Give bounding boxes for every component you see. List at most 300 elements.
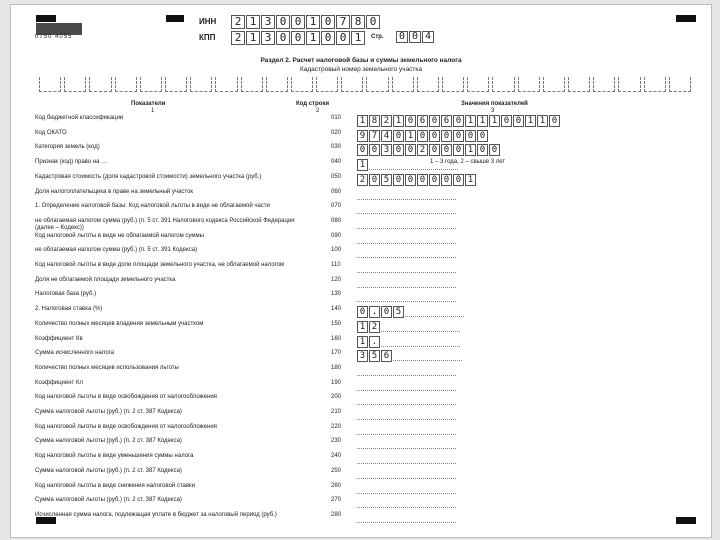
value-cell bbox=[367, 262, 376, 273]
value-cell bbox=[357, 189, 366, 200]
value-cell bbox=[357, 203, 366, 214]
value-cell bbox=[377, 277, 386, 288]
value-cell bbox=[407, 468, 416, 479]
value-cell bbox=[437, 189, 446, 200]
value-cell bbox=[379, 159, 388, 170]
value-cell bbox=[417, 483, 426, 494]
row-value-field[interactable] bbox=[357, 424, 457, 435]
value-cell bbox=[377, 365, 386, 376]
kpp-field[interactable] bbox=[231, 31, 366, 45]
row-label: Признак (код) право на … bbox=[35, 159, 108, 166]
cadastral-cell bbox=[241, 77, 263, 92]
inn-digit: 1 bbox=[306, 15, 320, 29]
value-cell bbox=[407, 453, 416, 464]
value-cell bbox=[443, 350, 452, 361]
row-value-field[interactable] bbox=[357, 321, 461, 333]
value-cell bbox=[419, 159, 428, 170]
value-cell bbox=[407, 247, 416, 258]
row-value-field[interactable] bbox=[357, 233, 457, 244]
corner-marker-top-mid bbox=[166, 15, 184, 22]
page-number-field[interactable] bbox=[396, 31, 435, 43]
cadastral-cell bbox=[89, 77, 111, 92]
value-cell bbox=[407, 203, 416, 214]
row-value-field[interactable] bbox=[357, 115, 561, 127]
value-cell bbox=[397, 453, 406, 464]
value-cell bbox=[407, 218, 416, 229]
row-label: Кадастровая стоимость (доля кадастровой стоимости) земельного участка (руб.) bbox=[35, 173, 262, 180]
cadastral-cell bbox=[215, 77, 237, 92]
value-cell bbox=[431, 336, 440, 347]
value-cell bbox=[397, 291, 406, 302]
cadastral-cell bbox=[115, 77, 137, 92]
value-cell: 0 bbox=[393, 174, 404, 186]
value-cell bbox=[367, 277, 376, 288]
value-cell bbox=[377, 233, 386, 244]
row-value-field[interactable] bbox=[357, 130, 489, 142]
form-page bbox=[10, 4, 712, 538]
value-cell bbox=[447, 424, 456, 435]
value-cell: . bbox=[369, 306, 380, 318]
value-cell: 2 bbox=[369, 321, 380, 333]
value-cell bbox=[435, 306, 444, 317]
value-cell bbox=[447, 497, 456, 508]
value-cell bbox=[437, 218, 446, 229]
value-cell: 0 bbox=[513, 115, 524, 127]
value-cell bbox=[427, 262, 436, 273]
kpp-digit: 0 bbox=[291, 31, 305, 45]
value-cell bbox=[389, 159, 398, 170]
value-cell bbox=[387, 291, 396, 302]
value-cell: 0 bbox=[453, 115, 464, 127]
cadastral-cell bbox=[366, 77, 388, 92]
value-cell: 0 bbox=[417, 174, 428, 186]
value-cell bbox=[367, 512, 376, 523]
value-cell bbox=[357, 512, 366, 523]
row-value-field[interactable] bbox=[357, 350, 463, 362]
row-line-code: 070 bbox=[331, 203, 342, 210]
row-value-field[interactable] bbox=[357, 247, 457, 258]
value-cell: 0 bbox=[441, 174, 452, 186]
value-cell: 0 bbox=[357, 306, 368, 318]
value-cell bbox=[393, 350, 402, 361]
value-cell bbox=[453, 350, 462, 361]
value-cell bbox=[397, 380, 406, 391]
row-line-code: 200 bbox=[331, 394, 342, 401]
kpp-digit: 0 bbox=[336, 31, 350, 45]
value-cell: 1 bbox=[465, 115, 476, 127]
value-cell bbox=[377, 424, 386, 435]
row-value-field[interactable] bbox=[357, 438, 457, 449]
value-cell bbox=[427, 291, 436, 302]
value-cell bbox=[417, 497, 426, 508]
value-cell bbox=[447, 483, 456, 494]
value-cell bbox=[417, 453, 426, 464]
value-cell bbox=[427, 438, 436, 449]
value-cell: 7 bbox=[369, 130, 380, 142]
row-label: Количество полных месяцев использования льготы bbox=[35, 364, 179, 371]
value-cell bbox=[387, 247, 396, 258]
value-cell: 6 bbox=[417, 115, 428, 127]
row-line-code: 120 bbox=[331, 276, 342, 283]
value-cell: 1 bbox=[537, 115, 548, 127]
value-cell bbox=[407, 380, 416, 391]
column-header-line-code: Код строки bbox=[296, 101, 330, 107]
value-cell bbox=[437, 497, 446, 508]
value-cell bbox=[397, 394, 406, 405]
cadastral-cell bbox=[190, 77, 212, 92]
row-label: Код налоговой льготы в виде уменьшения суммы налога bbox=[35, 453, 194, 460]
value-cell: 0 bbox=[453, 144, 464, 156]
value-cell bbox=[401, 336, 410, 347]
value-cell bbox=[425, 306, 434, 317]
row-value-field[interactable] bbox=[357, 218, 457, 229]
value-cell bbox=[417, 424, 426, 435]
row-label: Код налоговой льготы в виде снижения налоговой ставки bbox=[35, 482, 196, 489]
value-cell: 1 bbox=[357, 115, 368, 127]
value-cell bbox=[407, 365, 416, 376]
section-subtitle: Кадастровый номер земельного участка bbox=[299, 66, 423, 73]
value-cell bbox=[367, 291, 376, 302]
column-number-1: 1 bbox=[151, 108, 155, 114]
value-cell bbox=[397, 233, 406, 244]
row-line-code: 020 bbox=[331, 129, 342, 136]
value-cell bbox=[437, 277, 446, 288]
value-cell: 8 bbox=[369, 115, 380, 127]
cadastral-cell bbox=[543, 77, 565, 92]
value-cell bbox=[387, 189, 396, 200]
column-header-indicator: Показатели bbox=[131, 101, 166, 107]
value-cell bbox=[451, 321, 460, 332]
value-cell bbox=[427, 189, 436, 200]
value-cell: 4 bbox=[381, 130, 392, 142]
value-cell bbox=[397, 409, 406, 420]
value-cell bbox=[417, 409, 426, 420]
value-cell bbox=[357, 424, 366, 435]
row-label: Коэффициент Кв bbox=[35, 335, 83, 342]
value-cell bbox=[447, 394, 456, 405]
cadastral-cell bbox=[618, 77, 640, 92]
value-cell: 6 bbox=[441, 115, 452, 127]
value-cell bbox=[417, 394, 426, 405]
value-cell bbox=[437, 468, 446, 479]
value-cell bbox=[367, 365, 376, 376]
row-value-field[interactable] bbox=[357, 365, 457, 376]
value-cell bbox=[437, 365, 446, 376]
row-value-field[interactable] bbox=[357, 336, 461, 348]
value-cell bbox=[447, 453, 456, 464]
value-cell bbox=[411, 321, 420, 332]
value-cell bbox=[447, 512, 456, 523]
row-line-code: 280 bbox=[331, 511, 342, 518]
value-cell bbox=[447, 189, 456, 200]
value-cell bbox=[423, 350, 432, 361]
column-header-value: Значения показателей bbox=[461, 101, 528, 107]
row-label: Коэффициент Кл bbox=[35, 379, 83, 386]
value-cell bbox=[437, 424, 446, 435]
value-cell bbox=[357, 497, 366, 508]
inn-digit: 8 bbox=[351, 15, 365, 29]
cadastral-cell bbox=[64, 77, 86, 92]
value-cell: 5 bbox=[381, 174, 392, 186]
row-line-code: 260 bbox=[331, 482, 342, 489]
value-cell bbox=[367, 247, 376, 258]
value-cell bbox=[387, 365, 396, 376]
inn-label: ИНН bbox=[199, 17, 217, 26]
value-cell bbox=[387, 277, 396, 288]
row-line-code: 210 bbox=[331, 409, 342, 415]
inn-field[interactable] bbox=[231, 15, 381, 29]
value-cell bbox=[357, 453, 366, 464]
row-value-field[interactable] bbox=[357, 174, 477, 186]
value-cell bbox=[367, 497, 376, 508]
value-cell bbox=[437, 512, 446, 523]
value-cell bbox=[357, 247, 366, 258]
value-cell bbox=[387, 262, 396, 273]
row-value-field[interactable] bbox=[357, 453, 457, 464]
value-cell bbox=[367, 380, 376, 391]
value-cell bbox=[377, 247, 386, 258]
value-cell: 0 bbox=[429, 115, 440, 127]
row-value-field[interactable] bbox=[357, 380, 457, 391]
value-cell: 0 bbox=[441, 144, 452, 156]
value-cell bbox=[427, 233, 436, 244]
value-cell bbox=[427, 365, 436, 376]
value-cell bbox=[397, 189, 406, 200]
value-cell: 0 bbox=[489, 144, 500, 156]
value-cell bbox=[417, 189, 426, 200]
row-line-code: 080 bbox=[331, 217, 342, 224]
row-label: Код налоговой льготы в виде освобождения от налогообложения bbox=[35, 423, 217, 430]
value-cell: 0 bbox=[429, 174, 440, 186]
value-cell bbox=[437, 203, 446, 214]
value-cell bbox=[397, 365, 406, 376]
row-line-code: 010 bbox=[331, 115, 342, 121]
row-label: Сумма исчисленного налога bbox=[35, 350, 115, 357]
row-value-field[interactable] bbox=[357, 203, 457, 214]
value-cell bbox=[367, 438, 376, 449]
cadastral-cell bbox=[644, 77, 666, 92]
value-cell bbox=[427, 247, 436, 258]
value-cell bbox=[397, 468, 406, 479]
kpp-digit: 1 bbox=[351, 31, 365, 45]
value-cell bbox=[407, 497, 416, 508]
value-cell bbox=[407, 233, 416, 244]
value-cell bbox=[427, 497, 436, 508]
value-cell: 0 bbox=[405, 144, 416, 156]
value-cell bbox=[387, 218, 396, 229]
value-cell bbox=[447, 247, 456, 258]
row-label: Сумма налоговой льготы (руб.) (п. 2 ст. 387 Кодекса) bbox=[35, 438, 182, 445]
value-cell bbox=[407, 438, 416, 449]
value-cell bbox=[397, 512, 406, 523]
value-cell bbox=[427, 468, 436, 479]
value-cell: 0 bbox=[369, 144, 380, 156]
value-cell: . bbox=[369, 336, 380, 348]
value-cell bbox=[431, 321, 440, 332]
value-cell bbox=[387, 380, 396, 391]
page-digit: 4 bbox=[422, 31, 434, 43]
row-label: Код бюджетной классификации bbox=[35, 115, 124, 121]
inn-digit: 1 bbox=[246, 15, 260, 29]
value-cell bbox=[397, 247, 406, 258]
value-cell bbox=[397, 483, 406, 494]
kpp-digit: 0 bbox=[321, 31, 335, 45]
value-cell: 2 bbox=[357, 174, 368, 186]
value-cell bbox=[417, 380, 426, 391]
inn-digit: 0 bbox=[321, 15, 335, 29]
value-cell bbox=[447, 438, 456, 449]
row-line-code: 140 bbox=[331, 306, 342, 313]
row-label: Исчисленная сумма налога, подлежащая уплате в бюджет за налоговый период (руб.) bbox=[35, 511, 277, 518]
value-cell bbox=[447, 233, 456, 244]
value-cell bbox=[437, 394, 446, 405]
row-label: Сумма налоговой льготы (руб.) (п. 2 ст. 387 Кодекса) bbox=[35, 467, 182, 474]
value-cell bbox=[417, 203, 426, 214]
value-cell: 0 bbox=[477, 144, 488, 156]
value-cell bbox=[377, 291, 386, 302]
cadastral-cell bbox=[467, 77, 489, 92]
value-cell bbox=[417, 218, 426, 229]
value-cell bbox=[387, 409, 396, 420]
row-value-field[interactable] bbox=[357, 497, 457, 508]
value-cell bbox=[427, 424, 436, 435]
row-value-field[interactable] bbox=[357, 291, 457, 302]
value-cell bbox=[437, 453, 446, 464]
value-cell: 6 bbox=[381, 350, 392, 362]
value-cell bbox=[357, 483, 366, 494]
value-cell bbox=[447, 468, 456, 479]
value-cell: 1 bbox=[357, 159, 368, 171]
row-line-code: 170 bbox=[331, 350, 342, 357]
cadastral-cell bbox=[417, 77, 439, 92]
row-line-code: 100 bbox=[331, 247, 342, 254]
row-value-field[interactable] bbox=[357, 144, 501, 156]
value-cell bbox=[417, 365, 426, 376]
cadastral-cell bbox=[568, 77, 590, 92]
cadastral-cell bbox=[291, 77, 313, 92]
page-digit: 0 bbox=[396, 31, 408, 43]
cadastral-number-field[interactable] bbox=[39, 77, 691, 93]
value-cell bbox=[427, 203, 436, 214]
value-cell bbox=[407, 189, 416, 200]
row-label: 2. Налоговая ставка (%) bbox=[35, 306, 103, 313]
inn-digit: 3 bbox=[261, 15, 275, 29]
value-cell bbox=[451, 336, 460, 347]
page-label: Стр. bbox=[371, 34, 384, 40]
value-cell bbox=[397, 218, 406, 229]
value-cell bbox=[447, 380, 456, 391]
cadastral-cell bbox=[39, 77, 61, 92]
value-cell bbox=[367, 468, 376, 479]
value-cell: 0 bbox=[417, 130, 428, 142]
value-cell bbox=[377, 394, 386, 405]
row-value-field[interactable] bbox=[357, 306, 465, 318]
value-cell bbox=[357, 218, 366, 229]
value-cell bbox=[357, 468, 366, 479]
row-line-code: 150 bbox=[331, 320, 342, 327]
row-value-field[interactable] bbox=[357, 483, 457, 494]
value-cell: 1 bbox=[477, 115, 488, 127]
value-cell bbox=[367, 424, 376, 435]
value-cell: 0 bbox=[429, 130, 440, 142]
value-cell bbox=[407, 291, 416, 302]
row-label: Код ОКАТО bbox=[35, 129, 67, 136]
row-value-field[interactable] bbox=[357, 277, 457, 288]
value-cell bbox=[407, 409, 416, 420]
row-value-field[interactable] bbox=[357, 468, 457, 479]
row-label: Сумма налоговой льготы (руб.) (п. 2 ст. 387 Кодекса) bbox=[35, 497, 182, 504]
value-cell bbox=[445, 306, 454, 317]
value-cell: 0 bbox=[369, 174, 380, 186]
row-value-field[interactable] bbox=[357, 262, 457, 273]
cadastral-cell bbox=[442, 77, 464, 92]
value-cell: 0 bbox=[393, 144, 404, 156]
value-cell: 1 bbox=[465, 144, 476, 156]
value-cell bbox=[367, 483, 376, 494]
row-label: Количество полных месяцев владения земельным участком bbox=[35, 320, 204, 327]
row-note: 1 – 3 года, 2 – свыше 3 лет bbox=[430, 159, 506, 166]
value-cell: 0 bbox=[501, 115, 512, 127]
value-cell bbox=[405, 306, 414, 317]
column-number-3: 3 bbox=[491, 108, 495, 114]
value-cell bbox=[417, 233, 426, 244]
row-label: не облагаемая налогом сумма (руб.) (п. 5 ст. 391 Кодекса) bbox=[35, 247, 198, 254]
row-value-field[interactable] bbox=[357, 409, 457, 420]
row-line-code: 110 bbox=[331, 262, 341, 268]
kpp-digit: 1 bbox=[306, 31, 320, 45]
value-cell bbox=[377, 380, 386, 391]
value-cell bbox=[397, 262, 406, 273]
value-cell bbox=[437, 409, 446, 420]
cadastral-cell bbox=[392, 77, 414, 92]
value-cell bbox=[377, 438, 386, 449]
value-cell bbox=[427, 483, 436, 494]
value-cell bbox=[407, 262, 416, 273]
kpp-digit: 2 bbox=[231, 31, 245, 45]
value-cell bbox=[441, 321, 450, 332]
row-line-code: 060 bbox=[331, 188, 342, 195]
value-cell: 0 bbox=[393, 130, 404, 142]
value-cell bbox=[387, 512, 396, 523]
value-cell bbox=[437, 483, 446, 494]
value-cell bbox=[433, 350, 442, 361]
row-line-code: 040 bbox=[331, 159, 342, 166]
value-cell bbox=[421, 336, 430, 347]
value-cell bbox=[367, 453, 376, 464]
row-label: Код налоговой льготы в виде доли площади земельного участка, не облагаемой налогом bbox=[35, 262, 285, 268]
value-cell bbox=[437, 291, 446, 302]
value-cell bbox=[377, 189, 386, 200]
row-value-field[interactable] bbox=[357, 512, 457, 523]
row-value-field[interactable] bbox=[357, 394, 457, 405]
value-cell bbox=[377, 262, 386, 273]
value-cell: 2 bbox=[381, 115, 392, 127]
value-cell bbox=[421, 321, 430, 332]
value-cell bbox=[377, 453, 386, 464]
value-cell: 0 bbox=[453, 174, 464, 186]
value-cell bbox=[447, 291, 456, 302]
row-value-field[interactable] bbox=[357, 189, 457, 200]
row-line-code: 270 bbox=[331, 497, 342, 504]
cadastral-cell bbox=[593, 77, 615, 92]
barcode-number: 0750 4055 bbox=[35, 34, 73, 40]
value-cell bbox=[367, 189, 376, 200]
value-cell bbox=[447, 203, 456, 214]
value-cell: 0 bbox=[465, 130, 476, 142]
value-cell bbox=[377, 512, 386, 523]
row-label: 1. Определение налоговой базы: Код налоговой льготы в виде не облагаемой части bbox=[35, 203, 270, 210]
value-cell bbox=[407, 424, 416, 435]
